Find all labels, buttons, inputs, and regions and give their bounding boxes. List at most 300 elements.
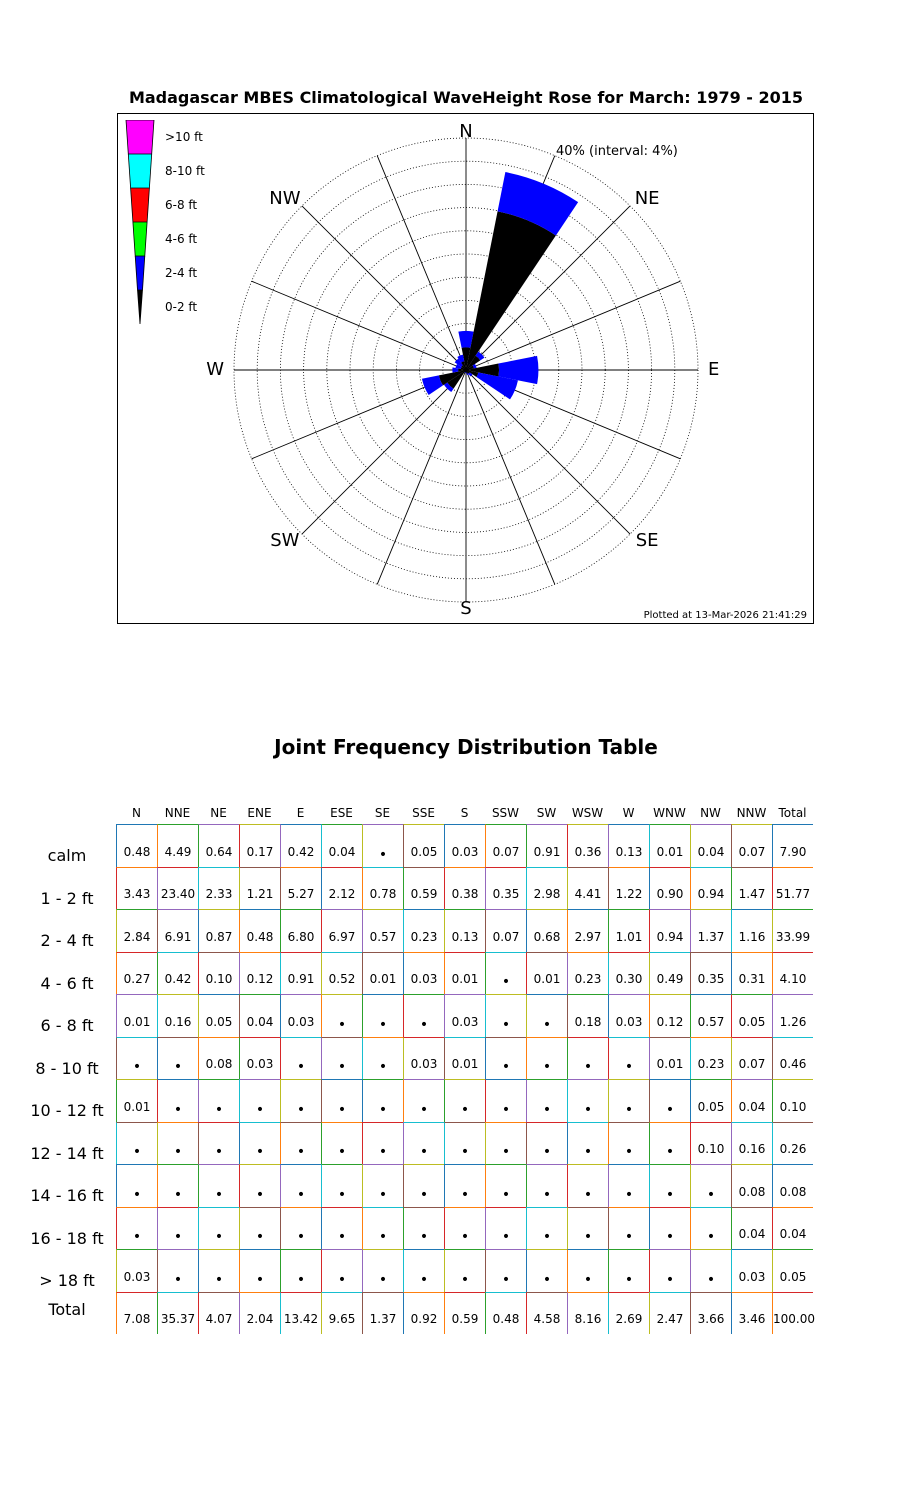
table-cell (280, 867, 321, 910)
table-cell (567, 1164, 608, 1207)
table-cell-value: 0.13 (451, 929, 479, 944)
table-cell (157, 1207, 198, 1250)
table-row-label: 12 - 14 ft (30, 1143, 104, 1163)
table-cell (362, 994, 403, 1037)
table-cell (690, 1164, 731, 1207)
table-cell (157, 867, 198, 910)
table-cell (444, 1037, 485, 1080)
table-cell-value: 0.07 (492, 929, 520, 944)
table-cell-value: • (542, 1059, 552, 1075)
table-cell-value: • (132, 1059, 142, 1075)
legend-item (120, 188, 230, 222)
table-cell-value: 0.42 (287, 844, 315, 859)
table-cell-value: 0.91 (287, 972, 315, 986)
table-cell-value: • (624, 1059, 634, 1075)
table-cell-value: 0.94 (697, 887, 725, 901)
table-cell-value: • (296, 1144, 306, 1160)
table-cell (403, 1164, 444, 1207)
table-cell (362, 1292, 403, 1335)
table-cell (444, 952, 485, 995)
table-cell (649, 1037, 690, 1080)
table-cell (403, 1079, 444, 1122)
legend-label: 8-10 ft (165, 164, 205, 178)
table-cell-value: 0.16 (738, 1142, 766, 1156)
table-cell-value: 6.97 (328, 929, 356, 944)
rose-spoke (377, 370, 466, 584)
table-cell-value: • (501, 1016, 511, 1033)
table-cell-value: • (542, 1186, 552, 1203)
table-cell-value: 0.35 (697, 972, 725, 986)
table-cell (362, 1164, 403, 1207)
table-cell-value: • (665, 1229, 675, 1245)
table-cell (731, 1207, 772, 1250)
table-cell-value: 0.01 (123, 1014, 151, 1029)
table-cell (608, 994, 649, 1037)
legend-item (120, 222, 230, 256)
table-cell (690, 1207, 731, 1250)
table-cell (403, 1207, 444, 1250)
rose-sector-nne-02ft (466, 211, 556, 370)
table-cell-value: • (132, 1186, 142, 1203)
table-cell (772, 1122, 813, 1165)
table-cell (321, 1122, 362, 1165)
table-cell (321, 824, 362, 867)
table-cell-value: 0.59 (410, 887, 438, 901)
table-cell (485, 952, 526, 995)
table-cell (567, 994, 608, 1037)
table-cell-value: • (460, 1101, 470, 1118)
table-cell (116, 1292, 157, 1335)
table-cell-value: • (583, 1229, 593, 1245)
table-cell (116, 1037, 157, 1080)
table-cell-value: 1.37 (697, 929, 725, 944)
table-cell-value: • (542, 1229, 552, 1245)
table-cell (321, 867, 362, 910)
table-cell (731, 1037, 772, 1080)
table-column-header: ESE (330, 806, 353, 820)
table-cell (280, 952, 321, 995)
table-cell (567, 952, 608, 995)
table-cell (731, 952, 772, 995)
table-cell (157, 1037, 198, 1080)
table-cell-value: 1.37 (369, 1312, 397, 1326)
table-cell-value: 7.90 (779, 844, 807, 859)
table-column-header: NNW (736, 806, 767, 820)
table-cell (485, 1164, 526, 1207)
rose-spoke (466, 370, 555, 584)
table-cell (731, 1122, 772, 1165)
table-cell (198, 867, 239, 910)
table-cell-value: • (296, 1059, 306, 1075)
table-cell (731, 1249, 772, 1292)
table-cell-value: • (173, 1186, 183, 1203)
table-cell (772, 994, 813, 1037)
table-cell (731, 867, 772, 910)
table-cell (649, 867, 690, 910)
table-cell-value: • (706, 1186, 716, 1203)
table-cell (362, 867, 403, 910)
table-cell-value: 0.64 (205, 844, 233, 859)
table-row-label: 1 - 2 ft (40, 888, 94, 908)
table-cell-value: 0.01 (656, 1057, 684, 1071)
table-cell (690, 994, 731, 1037)
table-cell-value: 0.03 (246, 1057, 274, 1071)
table-cell (280, 1207, 321, 1250)
table-cell-value: 2.12 (328, 887, 356, 901)
table-cell (526, 1207, 567, 1250)
table-cell-value: 9.65 (328, 1312, 356, 1326)
table-cell-value: 0.31 (738, 972, 766, 986)
table-cell (690, 867, 731, 910)
table-cell (157, 1164, 198, 1207)
legend-item (120, 154, 230, 188)
table-cell-value: 0.08 (738, 1184, 766, 1199)
table-cell-value: • (337, 1101, 347, 1118)
table-cell (567, 1122, 608, 1165)
table-cell-value: • (583, 1059, 593, 1075)
table-cell (403, 1292, 444, 1335)
table-cell (567, 824, 608, 867)
legend-swatch-shape (128, 154, 151, 188)
table-column-header: W (622, 806, 635, 820)
table-cell (649, 1122, 690, 1165)
table-cell (567, 1292, 608, 1335)
legend-item (120, 256, 230, 290)
table-cell (239, 1292, 280, 1335)
table-cell (649, 994, 690, 1037)
table-cell-value: • (624, 1186, 634, 1203)
table-cell (198, 1164, 239, 1207)
table-cell (608, 909, 649, 952)
table-cell-value: 0.23 (410, 929, 438, 944)
legend-swatch (120, 256, 160, 292)
table-cell-value: • (706, 1229, 716, 1245)
table-cell (485, 1249, 526, 1292)
table-cell (526, 1292, 567, 1335)
table-cell-value: 0.36 (574, 844, 602, 859)
direction-label-ne: NE (634, 187, 660, 209)
table-cell (690, 1249, 731, 1292)
table-cell (198, 1122, 239, 1165)
table-cell-value: 0.05 (410, 844, 438, 859)
table-cell (772, 1037, 813, 1080)
table-cell (567, 909, 608, 952)
table-cell (690, 1037, 731, 1080)
table-cell-value: • (337, 1059, 347, 1075)
table-cell-value: 0.08 (205, 1057, 233, 1071)
table-cell-value: 0.01 (369, 972, 397, 986)
table-cell-value: • (501, 974, 511, 990)
table-cell (690, 824, 731, 867)
table-column-header: ENE (247, 806, 272, 820)
table-cell-value: 35.37 (160, 1312, 196, 1326)
table-column-header: NE (210, 806, 227, 820)
table-cell-value: • (173, 1144, 183, 1160)
direction-label-w: W (206, 359, 224, 380)
table-cell (321, 1079, 362, 1122)
table-cell (116, 1122, 157, 1165)
table-cell (731, 1164, 772, 1207)
table-cell-value: 8.16 (574, 1312, 602, 1326)
table-cell-value: 0.05 (779, 1269, 807, 1284)
table-cell-value: • (419, 1229, 429, 1245)
table-cell-value: 0.10 (205, 972, 233, 986)
table-cell (444, 1292, 485, 1335)
table-cell (526, 867, 567, 910)
table-cell (649, 824, 690, 867)
table-cell-value: • (214, 1271, 224, 1288)
table-cell-value: 0.90 (656, 887, 684, 901)
table-cell-value: • (255, 1186, 265, 1203)
table-cell (239, 1249, 280, 1292)
table-cell (772, 1079, 813, 1122)
table-cell-value: • (583, 1144, 593, 1160)
table-cell (567, 867, 608, 910)
legend-label: 2-4 ft (165, 266, 198, 280)
table-cell (485, 909, 526, 952)
table-cell (485, 824, 526, 867)
table-cell (690, 1079, 731, 1122)
table-cell-value: 0.78 (369, 887, 397, 901)
table-cell-value: 0.01 (451, 972, 479, 986)
table-column-header: NW (700, 806, 721, 820)
table-cell (403, 867, 444, 910)
table-cell-value: • (255, 1101, 265, 1118)
table-cell (362, 952, 403, 995)
table-cell-value: • (255, 1229, 265, 1245)
table-cell (731, 1292, 772, 1335)
table-cell-value: • (378, 1229, 388, 1245)
table-cell (444, 1122, 485, 1165)
table-cell (772, 1249, 813, 1292)
table-cell-value: 1.16 (738, 929, 766, 944)
table-cell-value: • (173, 1101, 183, 1118)
table-cell (649, 1207, 690, 1250)
direction-label-e: E (708, 359, 720, 380)
table-cell (239, 1164, 280, 1207)
legend-swatch-shape (131, 188, 150, 222)
table-cell (690, 1292, 731, 1335)
table-cell-value: 0.48 (246, 929, 274, 944)
legend-swatch-shape (126, 120, 154, 154)
table-cell-value: • (173, 1271, 183, 1288)
table-cell (157, 1249, 198, 1292)
table-cell-value: 1.47 (738, 887, 766, 901)
table-column-header: SW (536, 806, 557, 820)
table-cell-value: • (214, 1229, 224, 1245)
table-cell (444, 824, 485, 867)
legend-swatch (120, 120, 160, 156)
table-cell-value: 0.38 (451, 887, 479, 901)
table-cell (239, 1122, 280, 1165)
table-cell-value: • (419, 1016, 429, 1033)
table-cell (403, 1249, 444, 1292)
table-cell-value: • (624, 1144, 634, 1160)
table-cell (772, 867, 813, 910)
direction-label-nw: NW (269, 187, 301, 209)
table-cell (116, 909, 157, 952)
table-cell-value: 0.57 (697, 1014, 725, 1029)
table-cell (772, 909, 813, 952)
table-cell (116, 1164, 157, 1207)
rose-spoke (302, 370, 466, 534)
table-cell (444, 1079, 485, 1122)
table-cell (608, 1037, 649, 1080)
table-cell-value: • (460, 1144, 470, 1160)
table-cell-value: • (542, 1016, 552, 1033)
table-cell-value: • (624, 1271, 634, 1288)
table-cell (444, 1249, 485, 1292)
table-cell-value: • (214, 1186, 224, 1203)
table-cell (526, 1079, 567, 1122)
table-cell (567, 1079, 608, 1122)
table-cell (649, 909, 690, 952)
table-cell (772, 824, 813, 867)
table-cell (485, 1037, 526, 1080)
table-cell-value: 0.48 (492, 1312, 520, 1326)
table-cell-value: • (419, 1101, 429, 1118)
table-cell (321, 952, 362, 995)
table-cell-value: 4.10 (779, 972, 807, 986)
table-cell (239, 867, 280, 910)
table-cell-value: • (378, 1186, 388, 1203)
table-cell-value: • (501, 1186, 511, 1203)
table-cell (239, 909, 280, 952)
table-cell-value: • (378, 1059, 388, 1075)
table-cell (157, 1079, 198, 1122)
table-cell-value: • (460, 1271, 470, 1288)
rose-sector-s-24ft (465, 372, 466, 373)
table-cell (608, 1122, 649, 1165)
table-cell-value: 2.98 (533, 887, 561, 901)
table-column-header: SE (374, 806, 391, 820)
table-cell-value: 0.13 (615, 844, 643, 859)
table-cell (198, 824, 239, 867)
table-cell-value: 5.27 (287, 887, 315, 901)
table-cell-value: 0.48 (123, 844, 151, 859)
table-cell (280, 1122, 321, 1165)
table-cell-value: • (665, 1186, 675, 1203)
table-cell-value: • (255, 1271, 265, 1288)
table-cell-value: • (296, 1229, 306, 1245)
table-cell (649, 952, 690, 995)
table-cell-value: 2.97 (574, 929, 602, 944)
table-cell (321, 1037, 362, 1080)
table-cell (526, 909, 567, 952)
table-cell-value: 0.04 (328, 844, 356, 859)
table-cell-value: • (542, 1101, 552, 1118)
table-cell-value: • (214, 1101, 224, 1118)
table-cell (280, 1079, 321, 1122)
table-cell-value: • (665, 1271, 675, 1288)
table-cell-value: 0.23 (574, 972, 602, 986)
table-column-header: S (460, 806, 469, 820)
table-cell-value: 0.05 (697, 1099, 725, 1114)
table-cell (321, 1249, 362, 1292)
table-cell (567, 1037, 608, 1080)
table-cell (772, 1164, 813, 1207)
table-cell-value: • (173, 1059, 183, 1075)
table-cell (608, 1164, 649, 1207)
table-cell (608, 1249, 649, 1292)
table-cell (239, 994, 280, 1037)
table-cell (198, 1037, 239, 1080)
table-cell (239, 1207, 280, 1250)
table-cell-value: • (542, 1271, 552, 1288)
table-cell-value: • (706, 1271, 716, 1288)
table-title: Joint Frequency Distribution Table (274, 735, 658, 759)
table-row-label: Total (48, 1299, 86, 1319)
table-cell (526, 1122, 567, 1165)
legend-swatch-shape (133, 222, 147, 256)
table-cell-value: • (419, 1271, 429, 1288)
legend-swatch-shape (135, 256, 145, 290)
table-cell-value: • (378, 1271, 388, 1288)
table-cell-value: 0.04 (697, 844, 725, 859)
table-cell-value: • (337, 1144, 347, 1160)
legend-swatch (120, 154, 160, 190)
legend-swatch (120, 290, 160, 326)
table-cell (198, 1292, 239, 1335)
table-cell (239, 1079, 280, 1122)
table-cell-value: 0.01 (533, 972, 561, 986)
table-cell-value: 0.49 (656, 972, 684, 986)
table-cell-value: 0.08 (779, 1184, 807, 1199)
table-cell-value: • (501, 1144, 511, 1160)
table-cell (116, 1207, 157, 1250)
table-cell-value: 0.12 (656, 1014, 684, 1029)
table-cell (157, 1122, 198, 1165)
rose-spoke (302, 206, 466, 370)
table-cell-value: • (624, 1229, 634, 1245)
table-cell-value: • (337, 1271, 347, 1288)
table-cell-value: 4.58 (533, 1312, 561, 1326)
table-cell (403, 952, 444, 995)
table-cell-value: • (665, 1101, 675, 1118)
table-cell-value: 33.99 (775, 929, 811, 944)
table-cell-value: 2.04 (246, 1312, 274, 1326)
table-row-label: 16 - 18 ft (30, 1228, 104, 1248)
table-cell-value: • (296, 1271, 306, 1288)
table-cell-value: 2.84 (123, 929, 151, 944)
table-cell-value: 1.01 (615, 929, 643, 944)
table-cell-value: • (460, 1186, 470, 1203)
table-cell (198, 1079, 239, 1122)
legend-label: 6-8 ft (165, 198, 198, 212)
rose-title: Madagascar MBES Climatological WaveHeight Rose for March: 1979 - 2015 (128, 88, 804, 107)
direction-label-sw: SW (270, 530, 300, 552)
table-cell (321, 1207, 362, 1250)
table-cell-value: 2.47 (656, 1312, 684, 1326)
table-cell-value: 0.16 (164, 1014, 192, 1029)
table-cell-value: • (378, 846, 388, 863)
table-cell-value: 6.91 (164, 929, 192, 944)
table-cell (362, 1122, 403, 1165)
legend-swatch (120, 222, 160, 258)
table-cell-value: 0.91 (533, 844, 561, 859)
table-cell-value: 4.49 (164, 844, 192, 859)
table-cell (157, 952, 198, 995)
table-cell (485, 994, 526, 1037)
legend-label: >10 ft (165, 130, 203, 144)
table-cell (321, 1292, 362, 1335)
table-cell-value: 0.10 (779, 1099, 807, 1114)
legend-swatch-shape (138, 290, 143, 324)
table-cell (731, 994, 772, 1037)
table-cell-value: 0.23 (697, 1057, 725, 1071)
table-cell (485, 1122, 526, 1165)
table-cell (362, 1037, 403, 1080)
